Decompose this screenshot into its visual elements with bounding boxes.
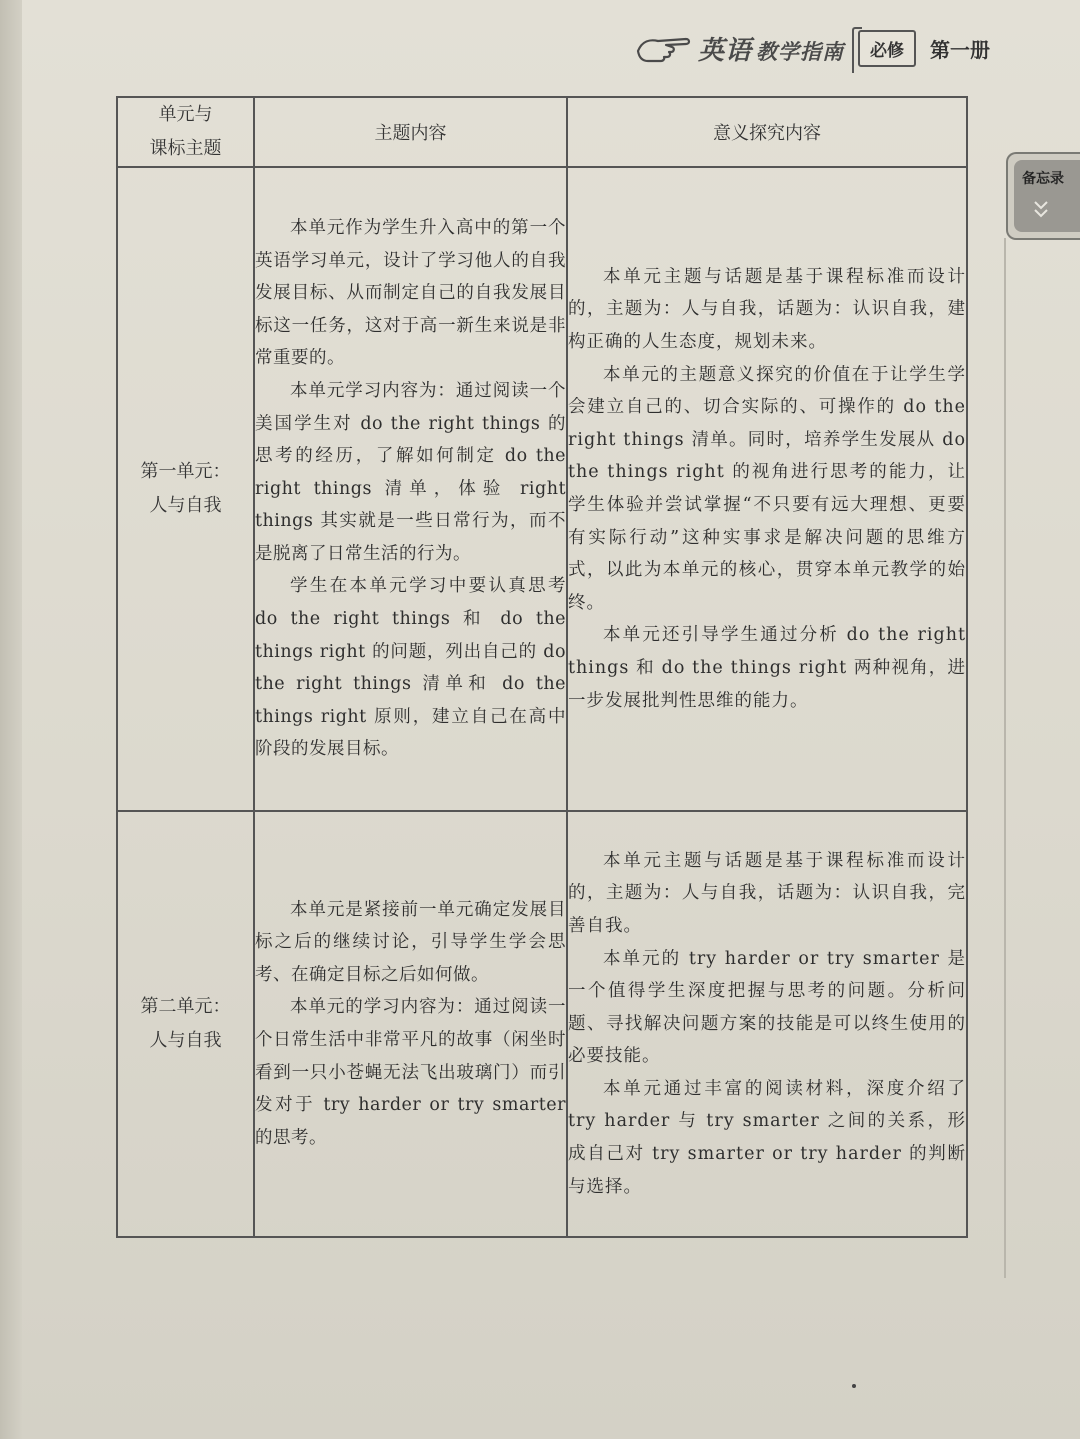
meaning-cell [567, 167, 967, 811]
book-label: 必修 [858, 30, 916, 67]
header-meaning: 意义探究内容 [567, 97, 967, 167]
paragraph: 本单元是紧接前一单元确定发展目标之后的继续讨论，引导学生学会思考、在确定目标之后如何做。 [255, 899, 566, 985]
paragraph: 本单元学习内容为：通过阅读一个美国学生对 do the right things 的思考的经历，了解如何制定 do the right things 清单，体验 right things 其实就是一些日常行为，而不是脱离了日常生活的行为。 [255, 380, 566, 564]
double-chevron-down-icon [1032, 198, 1050, 222]
unit-theme-table [116, 96, 968, 1238]
paragraph: 学生在本单元学习中要认真思考 do the right things 和 do the things right 的问题，列出自己的 do the right things 清单和 do the things right 原则，建立自己在高中阶段的发展目标。 [255, 576, 566, 760]
content-cell [254, 811, 567, 1237]
page-speck [852, 1384, 856, 1388]
header-content: 主题内容 [254, 97, 567, 167]
running-header [636, 28, 990, 68]
header-unit [117, 97, 254, 167]
unit-cell [117, 167, 254, 811]
unit-name: 第二单元： [140, 996, 231, 1017]
unit-cell [117, 811, 254, 1237]
brand-title [698, 30, 844, 67]
paragraph: 本单元的 try harder or try smarter 是一个值得学生深度把握与思考的问题。分析问题、寻找解决问题方案的技能是可以终生使用的必要技能。 [568, 948, 966, 1067]
paragraph: 本单元作为学生升入高中的第一个英语学习单元，设计了学习他人的自我发展目标、从而制定自己的自我发展目标这一任务，这对于高一新生来说是非常重要的。 [255, 217, 566, 369]
volume-label: 第一册 [930, 37, 991, 62]
table-header-row [117, 97, 967, 167]
paragraph: 本单元还引导学生通过分析 do the right things 和 do the things right 两种视角，进一步发展批判性思维的能力。 [568, 625, 966, 711]
table-row [117, 167, 967, 811]
paragraph: 本单元主题与话题是基于课程标准而设计的，主题为：人与自我，话题为：认识自我，建构正确的人生态度，规划未来。 [568, 266, 966, 353]
paragraph: 本单元的主题意义探究的价值在于让学生学会建立自己的、切合实际的、可操作的 do the right things 清单。同时，培养学生发展从 do the things right 的视角进行思考的能力，让学生体验并尝试掌握“不只要有远大理想、更要有实际行动”这种实事求是解决问题的思维方式，以此为本单元的核心，贯穿本单元教学的始终。 [568, 364, 966, 613]
header-unit-line1: 单元与 [158, 104, 213, 125]
pointing-hand-icon [636, 33, 692, 63]
content-cell [254, 167, 567, 811]
paragraph: 本单元的学习内容为：通过阅读一个日常生活中非常平凡的故事（闲坐时看到一只小苍蝇无法飞出玻璃门）而引发对于 try harder or try smarter 的思考。 [255, 997, 566, 1148]
paragraph: 本单元主题与话题是基于课程标准而设计的，主题为：人与自我，话题为：认识自我，完善自我。 [568, 850, 966, 936]
unit-theme: 人与自我 [149, 495, 222, 516]
memo-label: 备忘录 [1022, 171, 1064, 187]
paragraph: 本单元通过丰富的阅读材料，深度介绍了 try harder 与 try smarter 之间的关系，形成自己对 try smarter or try harder 的判断与选择。 [568, 1078, 966, 1197]
unit-theme: 人与自我 [149, 1030, 222, 1051]
page-gutter [0, 0, 22, 1439]
header-unit-line2: 课标主题 [149, 138, 222, 159]
unit-name: 第一单元： [140, 461, 231, 482]
memo-margin-line [1004, 238, 1006, 1278]
table-row [117, 811, 967, 1237]
memo-tab [1006, 152, 1080, 240]
brand-sub: 教学指南 [756, 39, 845, 64]
brand-main: 英语 [698, 35, 753, 66]
meaning-cell [567, 811, 967, 1237]
